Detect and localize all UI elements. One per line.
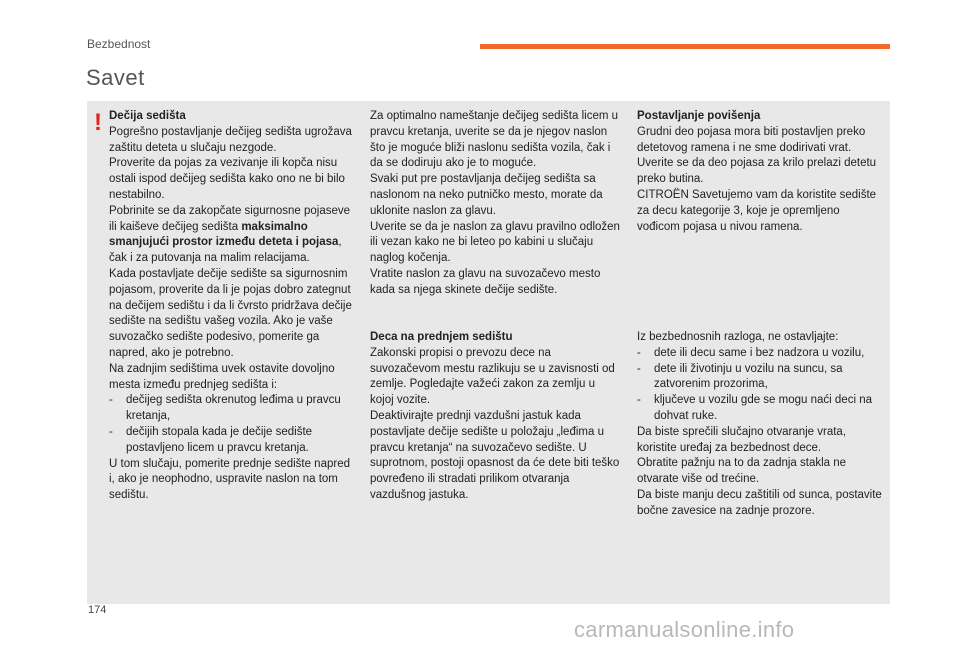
text-span: Pobrinite se da zakopčate sigurnosne pojaseve ili kaiševe dečijeg sedišta bbox=[109, 204, 351, 233]
paragraph: Uverite se da deo pojasa za krilo prelazi detetu preko butina. bbox=[637, 157, 877, 186]
paragraph: Da biste manju decu zaštitili od sunca, postavite bočne zavesice na zadnje prozore. bbox=[637, 488, 882, 517]
paragraph bbox=[109, 204, 354, 267]
header-accent-bar bbox=[480, 44, 890, 49]
paragraph: Deaktivirajte prednji vazdušni jastuk kada postavljate dečije sedište u položaju „leđima u pravcu kretanja“ na suvozačevo sedište. U suprotnom, postoji opasnost da će dete biti teško povređeno ili stradati prilikom otvaranja vazdušnog jastuka. bbox=[370, 409, 620, 501]
paragraph: CITROËN Savetujemo vam da koristite sedište za decu kategorije 3, koje je opremljeno vođicom pojasa u nivou ramena. bbox=[637, 188, 877, 233]
paragraph: Kada postavljate dečije sedište sa sigurnosnim pojasom, proverite da li je pojas dobro zategnut na dečijem sedištu i da li čvrsto pridržava dečije sedište na sedištu vašeg vozila. Ako je vaše suvozačko sedište podesivo, pomerite ga napred, ako je potrebno. bbox=[109, 267, 352, 359]
bold-text: maksimalno smanjujući prostor između deteta i pojasa bbox=[109, 220, 339, 249]
paragraph: Na zadnjim sedištima uvek ostavite dovoljno mesta između prednjeg sedišta i: bbox=[109, 362, 335, 391]
paragraph: Iz bezbednosnih razloga, ne ostavljajte: bbox=[637, 331, 839, 343]
list-item: - dete ili životinju u vozilu na suncu, sa zatvorenim prozorima, bbox=[637, 362, 882, 394]
paragraph: Zakonski propisi o prevozu dece na suvozačevom mestu razlikuju se u zavisnosti od zemlje. Pogledajte važeći zakon za zemlju u kojoj vozite. bbox=[370, 346, 615, 407]
page-number: 174 bbox=[88, 604, 107, 616]
exclamation-icon: ! bbox=[94, 109, 102, 136]
list bbox=[637, 346, 882, 425]
paragraph: Vratite naslon za glavu na suvozačevo mesto kada sa njega skinete dečije sedište. bbox=[370, 267, 601, 296]
paragraph: Grudni deo pojasa mora biti postavljen preko detetovog ramena i ne sme dodirivati vrat. bbox=[637, 125, 866, 154]
front-seat-heading: Deca na prednjem sedištu bbox=[370, 331, 513, 343]
paragraph: Uverite se da je naslon za glavu pravilno odložen ili vezan kako ne bi leteo po kabini u slučaju naglog kočenja. bbox=[370, 220, 620, 265]
paragraph: Proverite da pojas za vezivanje ili kopča nisu ostali ispod dečijeg sedišta kako ono ne bi bilo nestabilno. bbox=[109, 157, 345, 201]
paragraph: U tom slučaju, pomerite prednje sedište napred i, ako je neophodno, uspravite naslon na tom sedištu. bbox=[109, 457, 350, 502]
booster-heading: Postavljanje povišenja bbox=[637, 110, 761, 122]
section-label: Bezbednost bbox=[87, 37, 151, 51]
column-booster-seat bbox=[637, 109, 882, 235]
text-span: , čak i za putovanja na malim relacijama. bbox=[109, 236, 342, 265]
paragraph: Pogrešno postavljanje dečijeg sedišta ugrožava zaštitu deteta u slučaju nezgode. bbox=[109, 125, 352, 154]
paragraph: Za optimalno nameštanje dečijeg sedišta licem u pravcu kretanja, uverite se da je njegov naslon što je moguće bliži naslonu sedišta vozila, čak i da se dodiruju ako je to moguće. bbox=[370, 110, 619, 170]
list-item: - ključeve u vozilu gde se mogu naći deci na dohvat ruke. bbox=[637, 393, 882, 425]
column-safety-notes bbox=[637, 330, 882, 520]
list-item: - dečijih stopala kada je dečije sedište postavljeno licem u pravcu kretanja. bbox=[109, 425, 354, 457]
list-item: - dete ili decu same i bez nadzora u vozilu, bbox=[637, 346, 882, 362]
column-front-seat-children bbox=[370, 330, 620, 504]
child-seats-heading: Dečija sedišta bbox=[109, 110, 186, 122]
paragraph: Da biste sprečili slučajno otvaranje vrata, koristite uređaj za bezbednost dece. bbox=[637, 425, 847, 454]
list bbox=[109, 393, 354, 456]
paragraph: Obratite pažnju na to da zadnja stakla ne otvarate više od trećine. bbox=[637, 457, 847, 486]
column-child-seats bbox=[109, 109, 354, 504]
column-head-restraint bbox=[370, 109, 620, 299]
page-title: Savet bbox=[86, 65, 145, 90]
paragraph: Svaki put pre postavljanja dečijeg sedišta sa naslonom na neko putničko mesto, morate da uklonite naslon za glavu. bbox=[370, 173, 603, 217]
watermark: carmanualsonline.info bbox=[574, 617, 795, 642]
list-item: - dečijeg sedišta okrenutog leđima u pravcu kretanja, bbox=[109, 393, 354, 425]
